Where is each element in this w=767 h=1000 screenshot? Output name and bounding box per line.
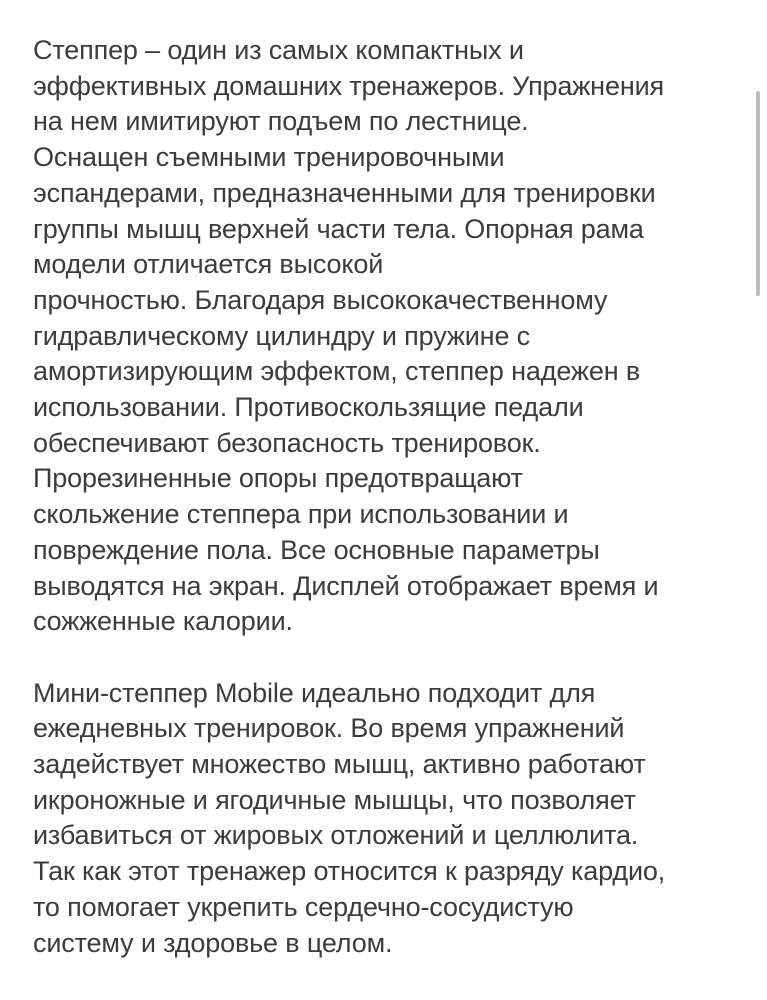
- text-line: эффективных домашних тренажеров. Упражнения: [33, 70, 664, 101]
- text-line: использовании. Противоскользящие педали: [33, 392, 584, 423]
- article-text: [33, 33, 733, 961]
- text-line: выводятся на экран. Дисплей отображает время и: [33, 570, 659, 601]
- text-line: то помогает укрепить сердечно-сосудистую: [33, 891, 574, 922]
- text-line: Мини-степпер Mobile идеально подходит для: [33, 677, 596, 708]
- text-line: задействует множество мышц, активно работают: [33, 749, 646, 780]
- text-line: гидравлическому цилиндру и пружине с: [33, 320, 531, 351]
- text-line: Степпер – один из самых компактных и: [33, 35, 524, 65]
- text-line: амортизирующим эффектом, степпер надежен в: [33, 356, 641, 387]
- text-line: икроножные и ягодичные мышцы, что позволяет: [33, 784, 636, 815]
- text-line: систему и здоровье в целом.: [33, 927, 393, 958]
- paragraph-spacer: [33, 640, 733, 676]
- text-line: ежедневных тренировок. Во время упражнений: [33, 713, 625, 744]
- text-line: эспандерами, предназначенными для тренировки: [33, 177, 656, 208]
- text-line: обеспечивают безопасность тренировок.: [33, 427, 541, 458]
- text-line: скольжение степпера при использовании и: [33, 499, 569, 530]
- text-line: избавиться от жировых отложений и целлюлита.: [33, 820, 639, 851]
- paragraph-2: [33, 676, 733, 962]
- text-line: Прорезиненные опоры предотвращают: [33, 463, 523, 494]
- text-line: Так как этот тренажер относится к разряду кардио,: [33, 856, 666, 887]
- text-line: сожженные калории.: [33, 606, 293, 637]
- text-line: модели отличается высокой: [33, 249, 384, 280]
- text-line: повреждение пола. Все основные параметры: [33, 534, 600, 565]
- text-line: на нем имитируют подъем по лестнице.: [33, 106, 529, 137]
- text-line: группы мышц верхней части тела. Опорная рама: [33, 213, 644, 244]
- text-line: прочностью. Благодаря высококачественному: [33, 284, 608, 315]
- paragraph-1: [33, 33, 733, 640]
- text-line: Оснащен съемными тренировочными: [33, 142, 505, 173]
- vertical-scrollbar[interactable]: [756, 91, 760, 296]
